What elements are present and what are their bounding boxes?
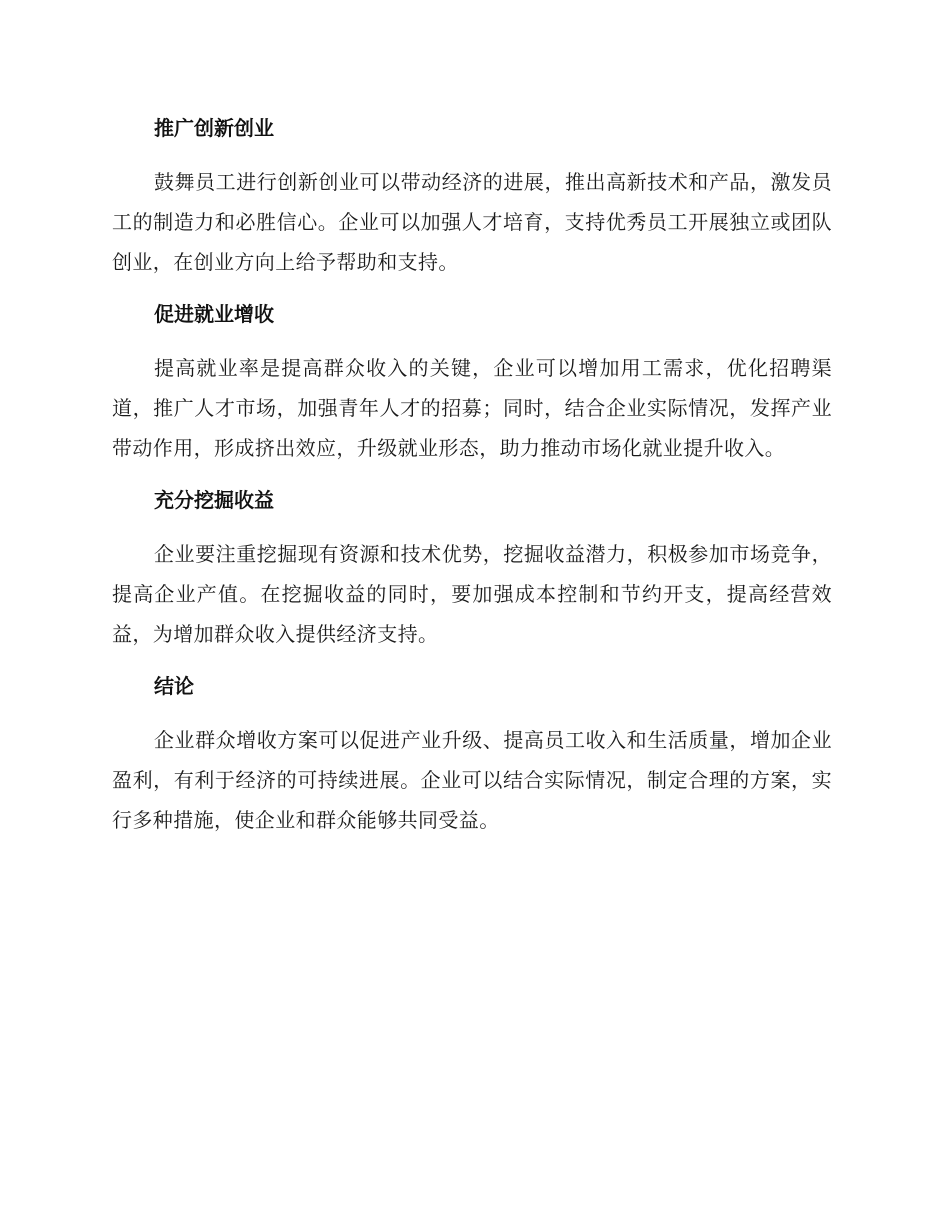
section-paragraph-employment: 提高就业率是提高群众收入的关键，企业可以增加用工需求，优化招聘渠道，推广人才市场，加强青年人才的招募；同时，结合企业实际情况，发挥产业带动作用，形成挤出效应，升级就业形态，助力推动市场化就业提升收入。: [112, 356, 832, 460]
section-paragraph-innovation: 鼓舞员工进行创新创业可以带动经济的进展，推出高新技术和产品，激发员工的制造力和必胜信心。企业可以加强人才培育，支持优秀员工开展独立或团队创业，在创业方向上给予帮助和支持。: [112, 170, 832, 274]
section-paragraph-conclusion: 企业群众增收方案可以促进产业升级、提高员工收入和生活质量，增加企业盈利，有利于经济的可持续进展。企业可以结合实际情况，制定合理的方案，实行多种措施，使企业和群众能够共同受益。: [112, 728, 832, 832]
document-body: [112, 108, 832, 852]
section-heading-revenue: 充分挖掘收益: [154, 488, 274, 512]
section-heading-innovation: 推广创新创业: [154, 116, 274, 140]
section-heading-employment: 促进就业增收: [154, 302, 274, 326]
section-heading-conclusion: 结论: [154, 674, 194, 698]
section-paragraph-revenue: 企业要注重挖掘现有资源和技术优势，挖掘收益潜力，积极参加市场竞争，提高企业产值。在挖掘收益的同时，要加强成本控制和节约开支，提高经营效益，为增加群众收入提供经济支持。: [112, 542, 832, 646]
